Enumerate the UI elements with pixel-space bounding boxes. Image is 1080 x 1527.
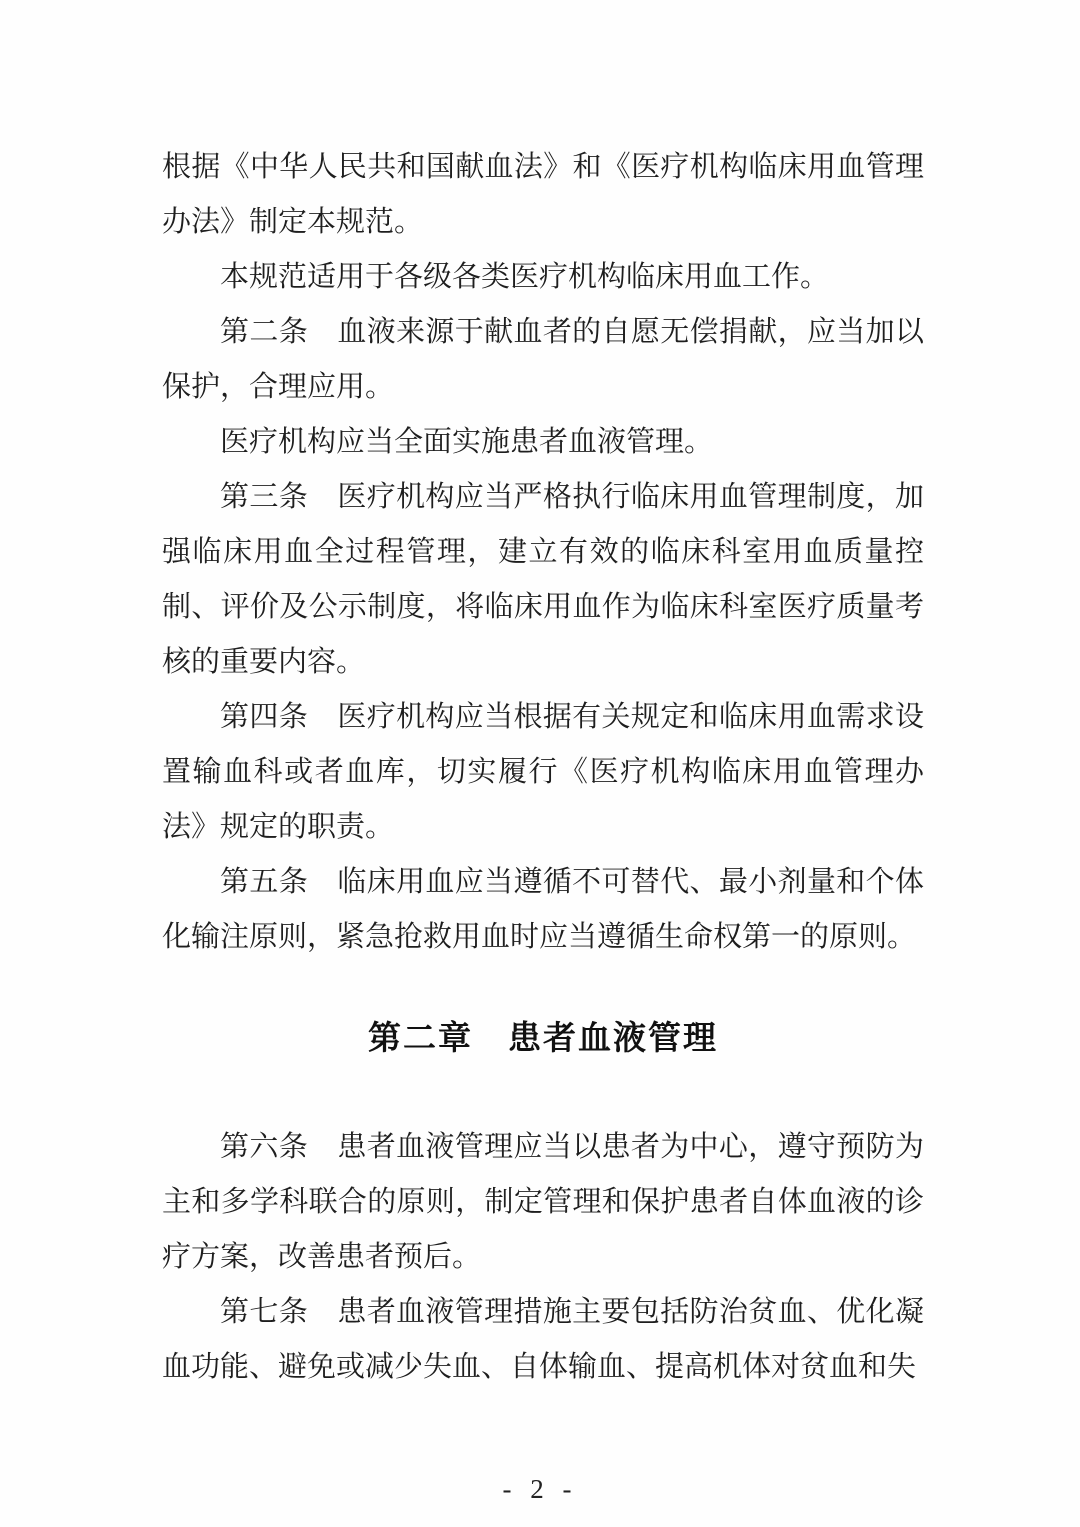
chapter-2-heading: 第二章 患者血液管理 [368,1019,718,1056]
page-number: - 2 - [502,1474,578,1504]
para-article-3: 第三条 医疗机构应当严格执行临床用血管理制度，加强临床用血全过程管理，建立有效的临床科室用血质量控制、评价及公示制度，将临床用血作为临床科室医疗质量考核的重要内容。 [162,481,924,678]
para-article-2: 第二条 血液来源于献血者的自愿无偿捐献，应当加以保护，合理应用。 [162,316,924,403]
para-article-5: 第五条 临床用血应当遵循不可替代、最小剂量和个体化输注原则，紧急抢救用血时应当遵循生命权第一的原则。 [162,866,924,953]
para-article-4: 第四条 医疗机构应当根据有关规定和临床用血需求设置输血科或者血库，切实履行《医疗机构临床用血管理办法》规定的职责。 [162,701,924,843]
para-pbm-implementation: 医疗机构应当全面实施患者血液管理。 [220,426,714,458]
para-scope: 本规范适用于各级各类医疗机构临床用血工作。 [220,261,830,293]
para-intro-continuation: 根据《中华人民共和国献血法》和《医疗机构临床用血管理办法》制定本规范。 [162,151,924,238]
para-article-7: 第七条 患者血液管理措施主要包括防治贫血、优化凝血功能、避免或减少失血、自体输血、提高机体对贫血和失 [162,1296,924,1383]
page-footer [0,1474,1080,1505]
document-body [162,140,924,1395]
para-article-6: 第六条 患者血液管理应当以患者为中心，遵守预防为主和多学科联合的原则，制定管理和保护患者自体血液的诊疗方案，改善患者预后。 [162,1131,924,1273]
